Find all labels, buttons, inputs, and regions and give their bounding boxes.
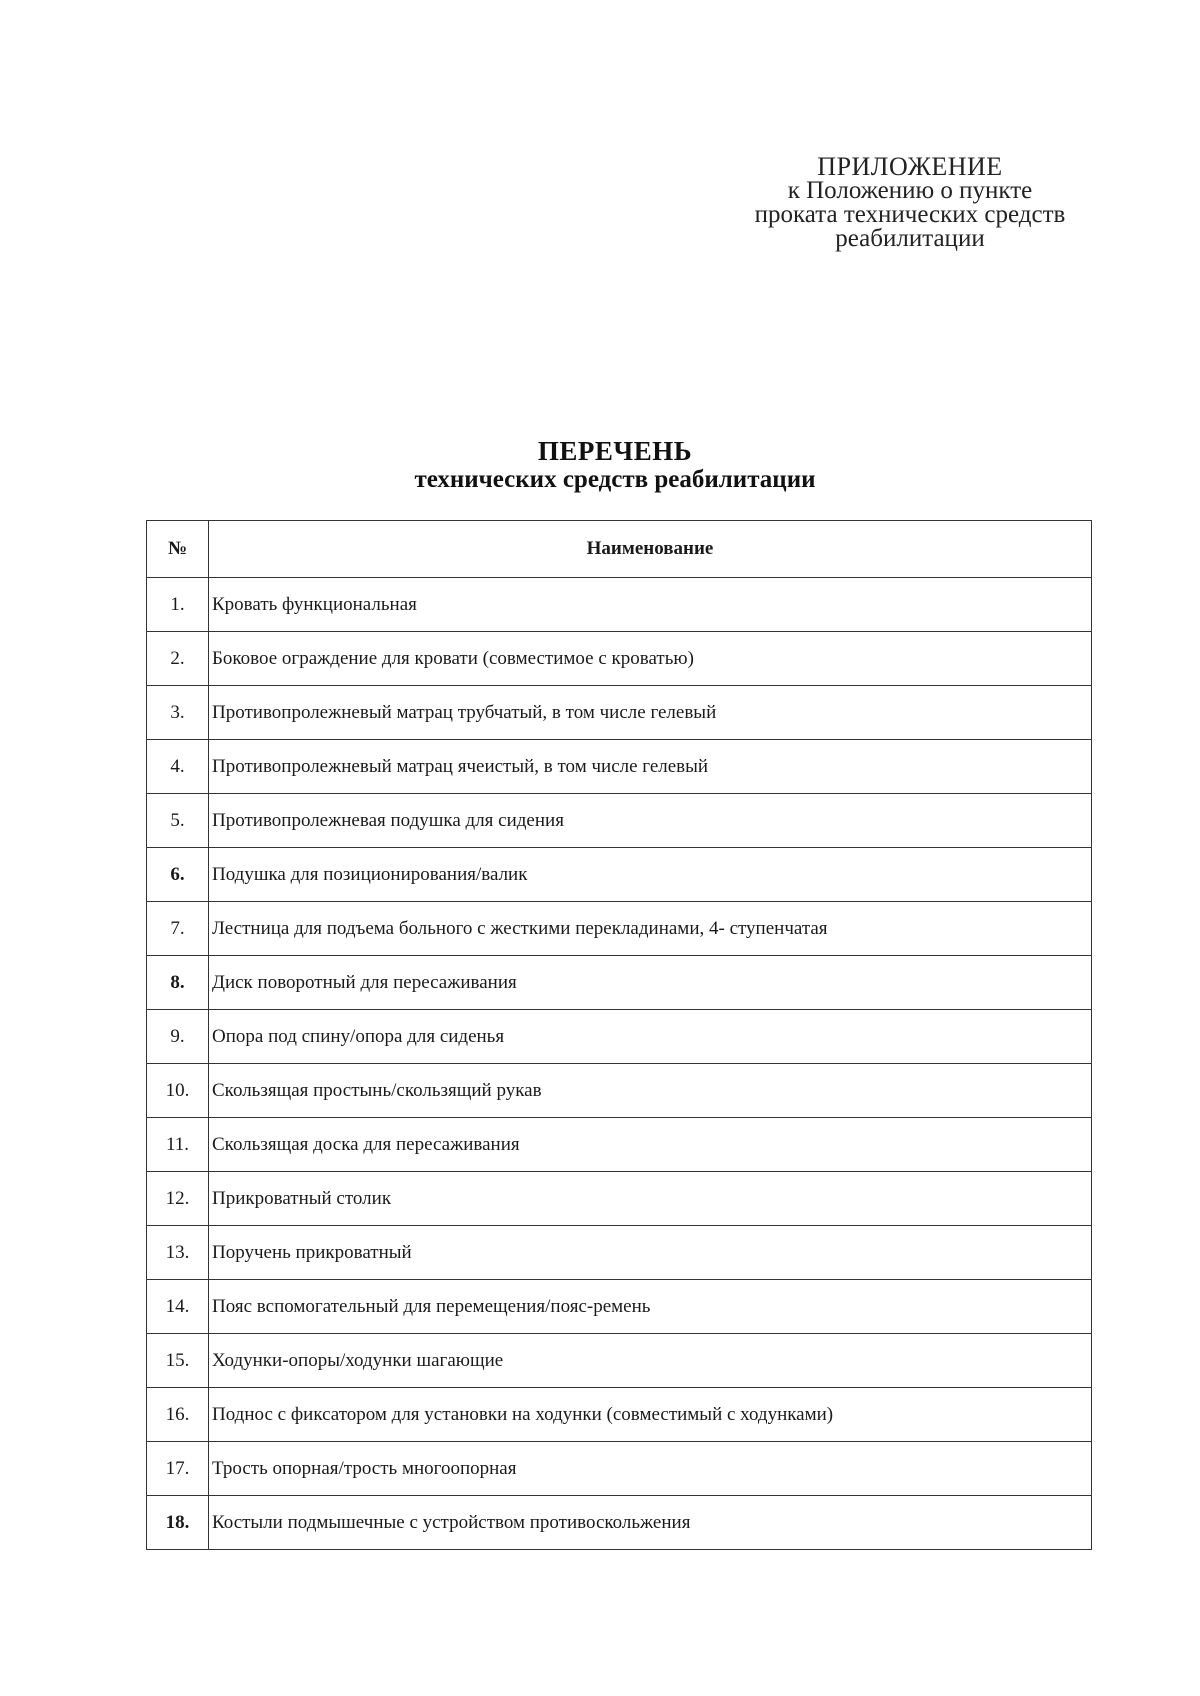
row-name: Лестница для подъема больного с жесткими перекладинами, 4- ступенчатая xyxy=(209,902,1092,956)
row-name: Кровать функциональная xyxy=(209,578,1092,632)
row-number: 4. xyxy=(147,740,209,794)
row-name: Трость опорная/трость многоопорная xyxy=(209,1442,1092,1496)
row-name: Противопролежневый матрац ячеистый, в том числе гелевый xyxy=(209,740,1092,794)
row-name: Боковое ограждение для кровати (совместимое с кроватью) xyxy=(209,632,1092,686)
table-row xyxy=(147,1010,1092,1064)
row-number: 7. xyxy=(147,902,209,956)
row-number: 11. xyxy=(147,1118,209,1172)
appendix-line-1: к Положению о пункте xyxy=(787,177,1033,204)
row-name: Поднос с фиксатором для установки на ходунки (совместимый с ходунками) xyxy=(209,1388,1092,1442)
appendix-line-2: проката технических средств xyxy=(754,201,1066,228)
table-row xyxy=(147,1064,1092,1118)
table-row xyxy=(147,632,1092,686)
row-number: 5. xyxy=(147,794,209,848)
row-number: 9. xyxy=(147,1010,209,1064)
column-header-name: Наименование xyxy=(209,521,1092,578)
table-row xyxy=(147,848,1092,902)
row-name: Поручень прикроватный xyxy=(209,1226,1092,1280)
table-row xyxy=(147,1118,1092,1172)
row-name: Прикроватный столик xyxy=(209,1172,1092,1226)
row-name: Скользящая доска для пересаживания xyxy=(209,1118,1092,1172)
document-title xyxy=(0,436,1200,494)
row-number: 1. xyxy=(147,578,209,632)
table-row xyxy=(147,1172,1092,1226)
table-row xyxy=(147,1442,1092,1496)
appendix-block xyxy=(700,152,1120,252)
row-number: 14. xyxy=(147,1280,209,1334)
table-row xyxy=(147,1280,1092,1334)
row-number: 8. xyxy=(147,956,209,1010)
table-row xyxy=(147,1496,1092,1550)
title-main: ПЕРЕЧЕНЬ xyxy=(537,436,693,466)
table-row xyxy=(147,686,1092,740)
row-name: Костыли подмышечные с устройством противоскольжения xyxy=(209,1496,1092,1550)
table-row xyxy=(147,794,1092,848)
row-number: 10. xyxy=(147,1064,209,1118)
appendix-heading: ПРИЛОЖЕНИЕ xyxy=(817,152,1003,181)
table-row xyxy=(147,1226,1092,1280)
table-row xyxy=(147,956,1092,1010)
row-number: 12. xyxy=(147,1172,209,1226)
appendix-line-3: реабилитации xyxy=(835,225,985,252)
row-number: 6. xyxy=(147,848,209,902)
row-name: Пояс вспомогательный для перемещения/пояс-ремень xyxy=(209,1280,1092,1334)
table-row xyxy=(147,1334,1092,1388)
row-number: 13. xyxy=(147,1226,209,1280)
column-header-number: № xyxy=(147,521,209,578)
table-row xyxy=(147,740,1092,794)
table-row xyxy=(147,1388,1092,1442)
row-number: 15. xyxy=(147,1334,209,1388)
row-number: 2. xyxy=(147,632,209,686)
row-number: 17. xyxy=(147,1442,209,1496)
table-row xyxy=(147,902,1092,956)
row-name: Диск поворотный для пересаживания xyxy=(209,956,1092,1010)
row-number: 16. xyxy=(147,1388,209,1442)
equipment-table xyxy=(146,520,1092,1550)
row-number: 18. xyxy=(147,1496,209,1550)
row-name: Скользящая простынь/скользящий рукав xyxy=(209,1064,1092,1118)
table-row xyxy=(147,578,1092,632)
row-name: Противопролежневый матрац трубчатый, в том числе гелевый xyxy=(209,686,1092,740)
row-name: Опора под спину/опора для сиденья xyxy=(209,1010,1092,1064)
row-name: Подушка для позиционирования/валик xyxy=(209,848,1092,902)
title-sub: технических средств реабилитации xyxy=(414,466,816,493)
row-name: Противопролежневая подушка для сидения xyxy=(209,794,1092,848)
row-name: Ходунки-опоры/ходунки шагающие xyxy=(209,1334,1092,1388)
row-number: 3. xyxy=(147,686,209,740)
table-header-row xyxy=(147,521,1092,578)
